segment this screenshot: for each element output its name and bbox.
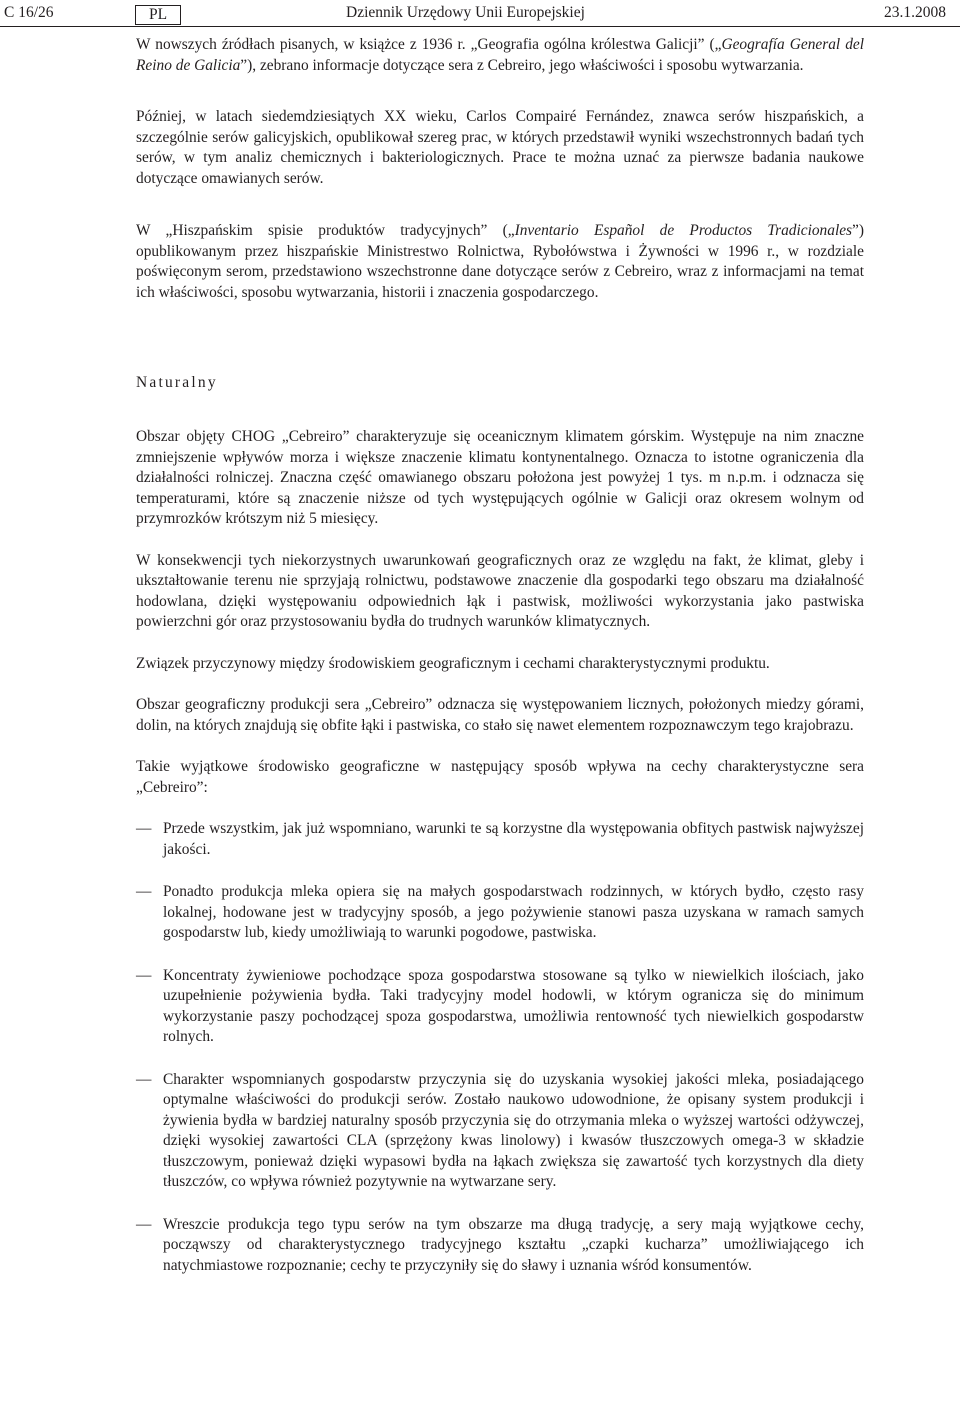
list-item-text: Koncentraty żywieniowe pochodzące spoza gospodarstwa stosowane są tylko w niewielkich ilościach, jako uzupełnienie pożywienia bydła. Taki tradycyjny model hodowli, w którym ogranicza się do minimum wykorzystanie paszy pochodzącej spoza gospodarstwa, umożliwia rentowność tych niewielkich gospodarstw rolnych. — [163, 966, 864, 1045]
paragraph-text: W nowszych źródłach pisanych, w książce z 1936 r. „Geografia ogólna królestwa Galicji” („ — [136, 36, 722, 53]
list-item — [136, 966, 864, 1048]
section-body — [136, 427, 864, 798]
italic-title: Inventario Español de Productos Tradicionales — [514, 222, 853, 239]
paragraph-sources — [136, 35, 864, 76]
dash-marker: — — [136, 883, 152, 900]
journal-title: Dziennik Urzędowy Unii Europejskiej — [346, 4, 585, 21]
list-item — [136, 819, 864, 860]
paragraph-environment: Takie wyjątkowe środowisko geograficzne w następujący sposób wpływa na cechy charakterystyczne sera „Cebreiro”: — [136, 758, 864, 796]
language-badge: PL — [135, 5, 181, 25]
dash-marker: — — [136, 1070, 152, 1088]
list-item — [136, 1070, 864, 1193]
header-rule — [0, 26, 960, 27]
list-item-text: Ponadto produkcja mleka opiera się na małych gospodarstwach rodzinnych, w których bydło, często rasy lokalnej, hodowane jest w tradycyjny sposób, a jego pożywienie stanowi pasza uzyskana w ramach samych gospodarstw lub, kiedy umożliwiają to warunki pogodowe, pastwiska. — [163, 883, 864, 941]
paragraph-climate: Obszar objęty CHOG „Cebreiro” charakteryzuje się oceanicznym klimatem górskim. Występuje na nim znaczne zmniejszenie wpływów morza i większe znaczenie klimatu kontynentalnego. Oznacza to istotne ograniczenia dla działalności rolniczej. Znaczna część omawianego obszaru położona jest powyżej 1 tys. m n.p.m. i odznacza się temperaturami, które są znaczenie niższe od tych występujących ogólnie w Galicji oraz okresem wolnym od przymrozków krótszym niż 5 miesięcy. — [136, 428, 864, 527]
section-title: Naturalny — [136, 374, 218, 391]
dash-marker: — — [136, 966, 152, 984]
paragraph-research: Później, w latach siedemdziesiątych XX wieku, Carlos Compairé Fernández, znawca serów hiszpańskich, a szczególnie serów galicyjskich, opublikował szereg prac, w których przedstawił wyniki wszechstronnych badań tych serów, w tym analiz chemicznych i bakteriologicznych. Prace te można uznać za pierwsze badania naukowe dotyczące omawianych serów. — [136, 108, 864, 187]
dash-marker: — — [136, 820, 152, 837]
paragraph-text: ”), zebrano informacje dotyczące sera z Cebreiro, jego właściwości i sposobu wytwarzania. — [240, 56, 804, 74]
paragraph-inventory — [136, 221, 864, 303]
page-number: C 16/26 — [4, 4, 54, 21]
list-item — [136, 1215, 864, 1277]
document-body — [136, 35, 864, 1298]
list-item-text: Wreszcie produkcja tego typu serów na tym obszarze ma długą tradycję, a sery mają wyjątkowe cechy, począwszy od charakterystycznego tradycyjnego kształtu „czapki kucharza” umożliwiającego ich natychmiastowe rozpoznanie; cechy te przyczyniły się do sławy i uznania wśród konsumentów. — [163, 1215, 864, 1274]
italic-title: Geografía General del Reino de Galicia — [136, 36, 865, 74]
list-item — [136, 882, 864, 944]
paragraph-causal-link: Związek przyczynowy między środowiskiem geograficznym i cechami charakterystycznymi produktu. — [136, 654, 770, 672]
list-item-text: Przede wszystkim, jak już wspomniano, warunki te są korzystne dla występowania obfitych pastwisk najwyższej jakości. — [163, 820, 864, 858]
bullet-list — [136, 819, 864, 1276]
dash-marker: — — [136, 1215, 152, 1233]
paragraph-text: ”) opublikowanym przez hiszpańskie Ministrestwo Rolnictwa, Rybołówstwa i Żywności w 1996 r., w rozdziale poświęconym serom, przedstawiono wszechstronne dane dotyczące serów z Cebreiro, wraz z informacjami na temat ich właściwości, sposobu wytwarzania, historii i znaczenia gospodarczego. — [136, 222, 865, 301]
publication-date: 23.1.2008 — [884, 4, 946, 21]
list-item-text: Charakter wspomnianych gospodarstw przyczynia się do uzyskania wysokiej jakości mleka, posiadającego optymalne właściwości do produkcji serów. Zostało naukowo udowodnione, że opisany system produkcji i żywienia bydła w bardziej naturalny sposób przyczynia się do otrzymania mleka o wyższej wartości odżywczej, dzięki wysokiej zawartości CLA (sprzężony kwas linolowy) i kwasów tłuszczowych omega-3 w składzie tłuszczowym, ponieważ dzięki wypasowi bydła na łąkach zwiększa się zawartość tych korzystnych dla diety tłuszczów, co wpływa również pozytywnie na wytwarzane sery. — [163, 1070, 864, 1190]
paragraph-consequences: W konsekwencji tych niekorzystnych uwarunkowań geograficznych oraz ze względu na fakt, że klimat, gleby i ukształtowanie terenu nie sprzyjają rolnictwu, podstawowe znaczenie dla gospodarki tego obszaru ma działalność hodowlana, dzięki występowaniu odpowiednich łąk i pastwisk, możliwości wykorzystania jako pastwiska powierzchni gór oraz przystosowaniu bydła do trudnych warunków klimatycznych. — [136, 551, 864, 630]
paragraph-area: Obszar geograficzny produkcji sera „Cebreiro” odznacza się występowaniem licznych, położonych miedzy górami, dolin, na których znajdują się obfite łąki i pastwiska, co stało się nawet elementem rozpoznawczym tego krajobrazu. — [136, 696, 864, 734]
page-header — [0, 4, 960, 26]
paragraph-text: W „Hiszpańskim spisie produktów tradycyjnych” („ — [136, 222, 515, 239]
